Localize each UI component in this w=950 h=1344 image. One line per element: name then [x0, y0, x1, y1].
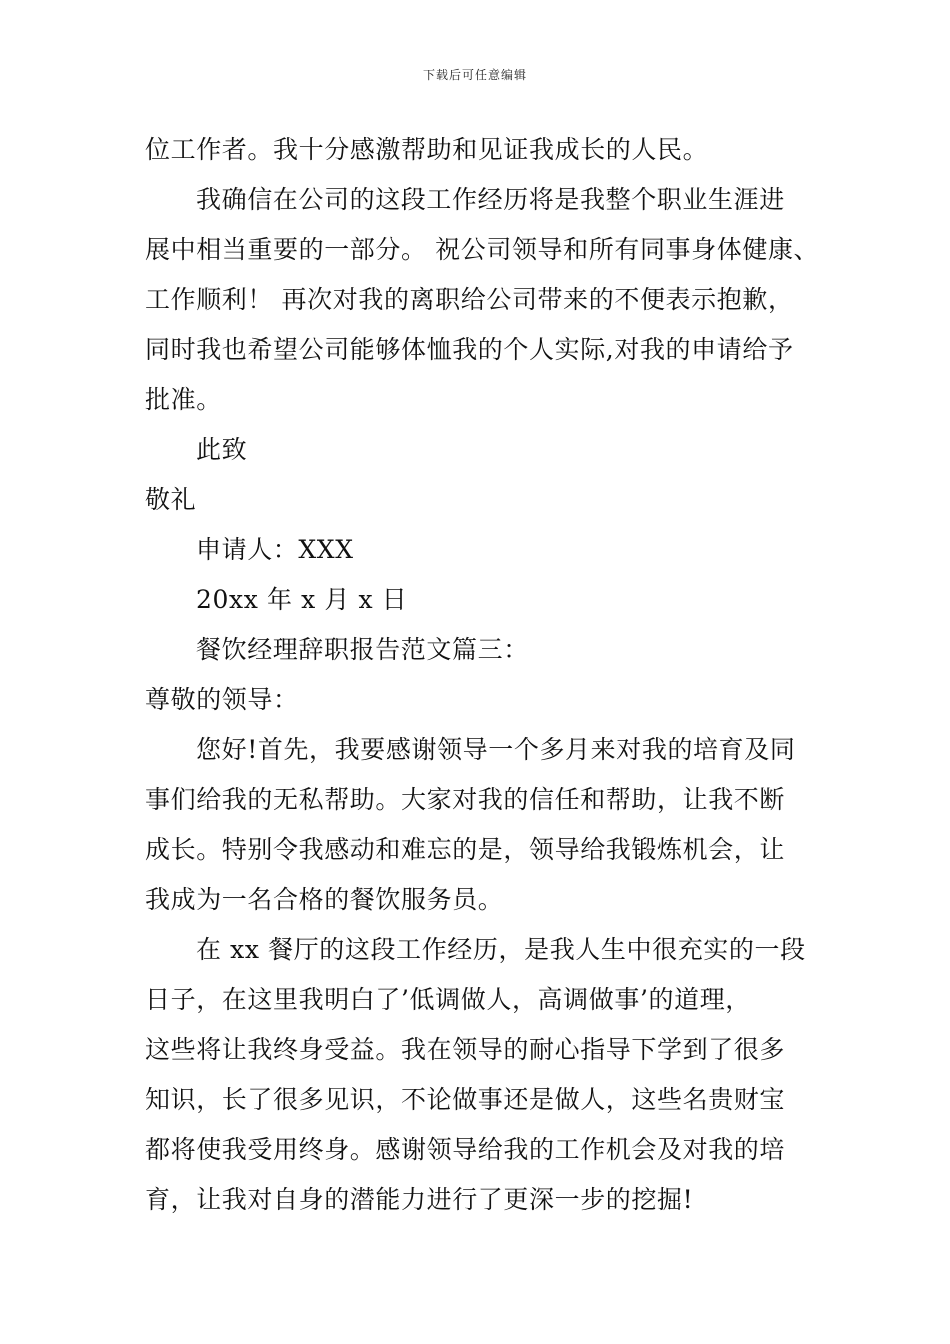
- paragraph-line: 我确信在公司的这段工作经历将是我整个职业生涯进: [196, 185, 785, 214]
- paragraph-line: 育，让我对自身的潜能力进行了更深一步的挖掘!: [145, 1185, 694, 1214]
- paragraph-line: 批准。: [145, 385, 222, 414]
- paragraph-line: 成长。特别令我感动和难忘的是，领导给我锻炼机会，让: [145, 835, 786, 864]
- paragraph-line: 日子，在这里我明白了’低调做人，高调做事’的道理，: [145, 985, 751, 1014]
- paragraph-line: 您好!首先，我要感谢领导一个多月来对我的培育及同: [196, 735, 796, 764]
- paragraph-line: 位工作者。我十分感激帮助和见证我成长的人民。: [145, 135, 709, 164]
- paragraph-line: 展中相当重要的一部分。 祝公司领导和所有同事身体健康、: [145, 235, 820, 264]
- paragraph-line: 工作顺利！ 再次对我的离职给公司带来的不便表示抱歉，: [145, 285, 794, 314]
- page-header: 下载后可任意编辑: [422, 68, 527, 82]
- section-title: 餐饮经理辞职报告范文篇三：: [196, 635, 529, 664]
- salutation-line: 尊敬的领导：: [145, 685, 299, 714]
- paragraph-line: 同时我也希望公司能够体恤我的个人实际,对我的申请给予: [145, 335, 794, 364]
- closing-line: 此致: [196, 435, 248, 464]
- paragraph-line: 都将使我受用终身。感谢领导给我的工作机会及对我的培: [145, 1135, 786, 1164]
- paragraph-line: 在 xx 餐厅的这段工作经历，是我人生中很充实的一段: [196, 935, 806, 964]
- paragraph-line: 知识，长了很多见识，不论做事还是做人，这些名贵财宝: [145, 1085, 786, 1114]
- paragraph-line: 事们给我的无私帮助。大家对我的信任和帮助，让我不断: [145, 785, 786, 814]
- closing-line: 敬礼: [145, 485, 197, 514]
- date-line: 20xx 年 x 月 x 日: [196, 585, 408, 614]
- paragraph-line: 这些将让我终身受益。我在领导的耐心指导下学到了很多: [145, 1035, 786, 1064]
- paragraph-line: 我成为一名合格的餐饮服务员。: [145, 885, 504, 914]
- signature-line: 申请人：XXX: [196, 535, 354, 564]
